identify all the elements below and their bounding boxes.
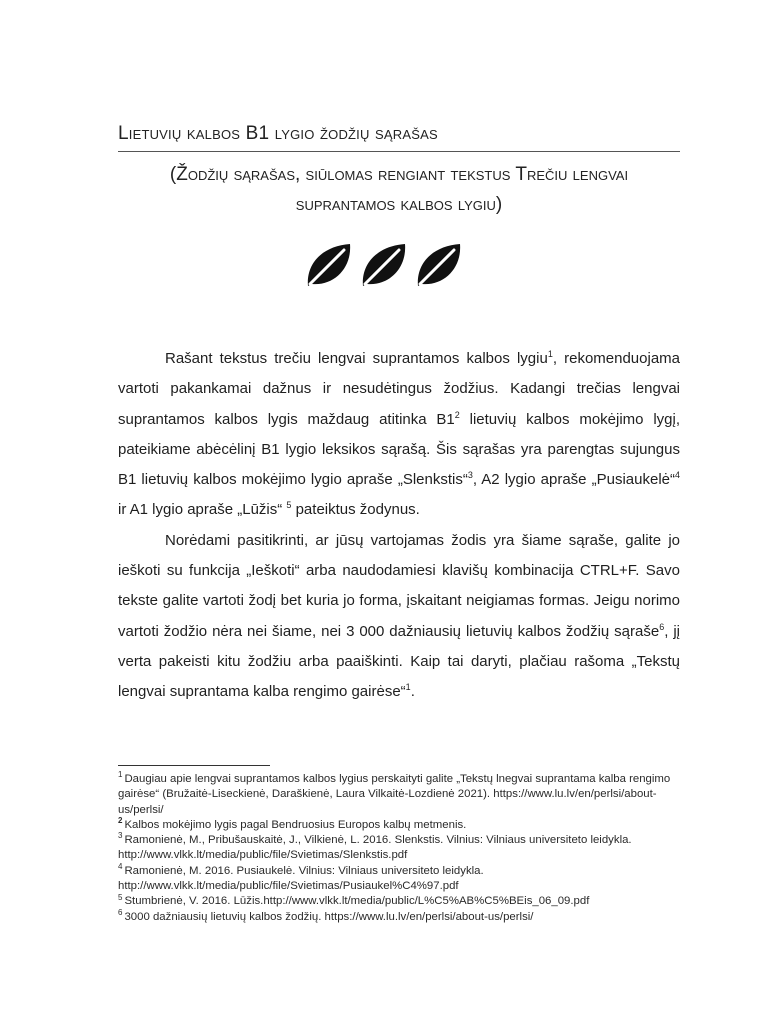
paragraph-text: pateiktus žodynus.: [291, 501, 420, 519]
footnote-number: 4: [118, 861, 123, 871]
easy-read-level-leaves: [298, 226, 470, 304]
subtitle-line-1: (Žodžių sąrašas, siūlomas rengiant tekstus Trečiu lengvai: [169, 164, 629, 185]
footnotes: [118, 772, 680, 925]
paragraph-intro: [118, 344, 680, 526]
footnote-number: 1: [118, 770, 123, 780]
footnote-ref[interactable]: 6: [659, 621, 665, 632]
footnote: [118, 833, 680, 864]
footnote-text: Kalbos mokėjimo lygis pagal Bendruosius Europos kalbų metmenis.: [124, 818, 467, 831]
leaf-icon: [359, 240, 409, 290]
footnote-number: 3: [118, 831, 123, 841]
footnote-separator: [118, 765, 270, 766]
paragraph-text: , jį verta pakeisti kitu žodžiu arba paaiškinti. Kaip tai daryti, plačiau rašoma „Tekstų lengvai suprantama kalba rengimo gairėse“: [118, 622, 681, 701]
footnote-number: 5: [118, 892, 123, 902]
footnote: [118, 818, 680, 833]
footnote-ref[interactable]: 5: [286, 500, 292, 511]
paragraph-text: , A2 lygio apraše „Pusiaukelė“: [472, 471, 675, 489]
footnote-ref[interactable]: 4: [674, 470, 680, 481]
footnote-text: Stumbrienė, V. 2016. Lūžis.http://www.vlkk.lt/media/public/L%C5%AB%C5%BEis_06_09.pdf: [124, 895, 590, 908]
footnote-ref[interactable]: 1: [405, 682, 411, 693]
subtitle-line-2: suprantamos kalbos lygiu): [295, 194, 503, 215]
footnote-text: Ramonienė, M., Pribušauskaitė, J., Vilkienė, L. 2016. Slenkstis. Vilnius: Vilniaus universiteto leidykla. http://www.vlkk.lt/media/public/file/Svietimas/Slenkstis.pdf: [118, 834, 632, 862]
footnote-ref[interactable]: 3: [467, 470, 473, 481]
footnote: [118, 907, 680, 925]
paragraph-search: [118, 526, 680, 708]
title-underline: [118, 151, 680, 152]
paragraph-text: .: [410, 683, 415, 701]
footnote: [118, 772, 680, 818]
paragraph-text: ir A1 lygio apraše „Lūžis“: [118, 501, 287, 519]
footnote: [118, 894, 680, 909]
leaf-icon: [414, 240, 464, 290]
document-subtitle: [118, 160, 680, 220]
footnote-ref[interactable]: 2: [454, 409, 460, 420]
body-text: [118, 344, 680, 708]
paragraph-text: lietuvių kalbos mokėjimo lygį, pateikiame abėcėlinį B1 lygio leksikos sąrašą. Šis sąrašas yra parengtas sujungus B1 lietuvių kalbos mokėjimo lygio apraše „Slenkstis“: [118, 410, 680, 489]
footnote-ref[interactable]: 1: [547, 349, 553, 359]
footnote-number: 6: [118, 907, 123, 917]
footnote-number: 2: [118, 816, 123, 826]
document-title: Lietuvių kalbos B1 lygio žodžių sąrašas: [118, 123, 438, 144]
footnote: [118, 861, 680, 895]
leaf-icon: [304, 240, 354, 290]
paragraph-text: Norėdami pasitikrinti, ar jūsų vartojamas žodis yra šiame sąraše, galite jo ieškoti su funkcija „Ieškoti“ arba naudodamiesi klavišų kombinacija CTRL+F. Savo tekste galite vartoti žodį bet kuria jo forma, įskaitant neigiamas formas. Jeigu norimo vartoti žodžio nėra nei šiame, nei 3 000 dažniausių lietuvių kalbos žodžių sąraše: [118, 531, 680, 640]
paragraph-text: Rašant tekstus trečiu lengvai suprantamos kalbos lygiu: [165, 350, 548, 367]
footnote-text: 3000 dažniausių lietuvių kalbos žodžių. https://www.lu.lv/en/perlsi/about-us/perlsi/: [124, 910, 534, 923]
footnote-text: Ramonienė, M. 2016. Pusiaukelė. Vilnius: Vilniaus universiteto leidykla. http://www.vlkk.lt/media/public/file/Svietimas/Pusiaukel%C4%97.pdf: [118, 864, 484, 893]
footnote-text: Daugiau apie lengvai suprantamos kalbos lygius perskaityti galite „Tekstų lnegvai suprantama kalba rengimo gairėse“ (Bružaitė-Liseckienė, Daraškienė, Laura Vilkaitė-Lozdienė 2021). https://www.lu.lv/en/perlsi/about-us/perlsi/: [118, 773, 671, 816]
paragraph-text: , rekomenduojama vartoti pakankamai dažnus ir nesudėtingus žodžius. Kadangi trečias lengvai suprantamos kalbos lygis maždaug atitinka B1: [118, 350, 680, 428]
